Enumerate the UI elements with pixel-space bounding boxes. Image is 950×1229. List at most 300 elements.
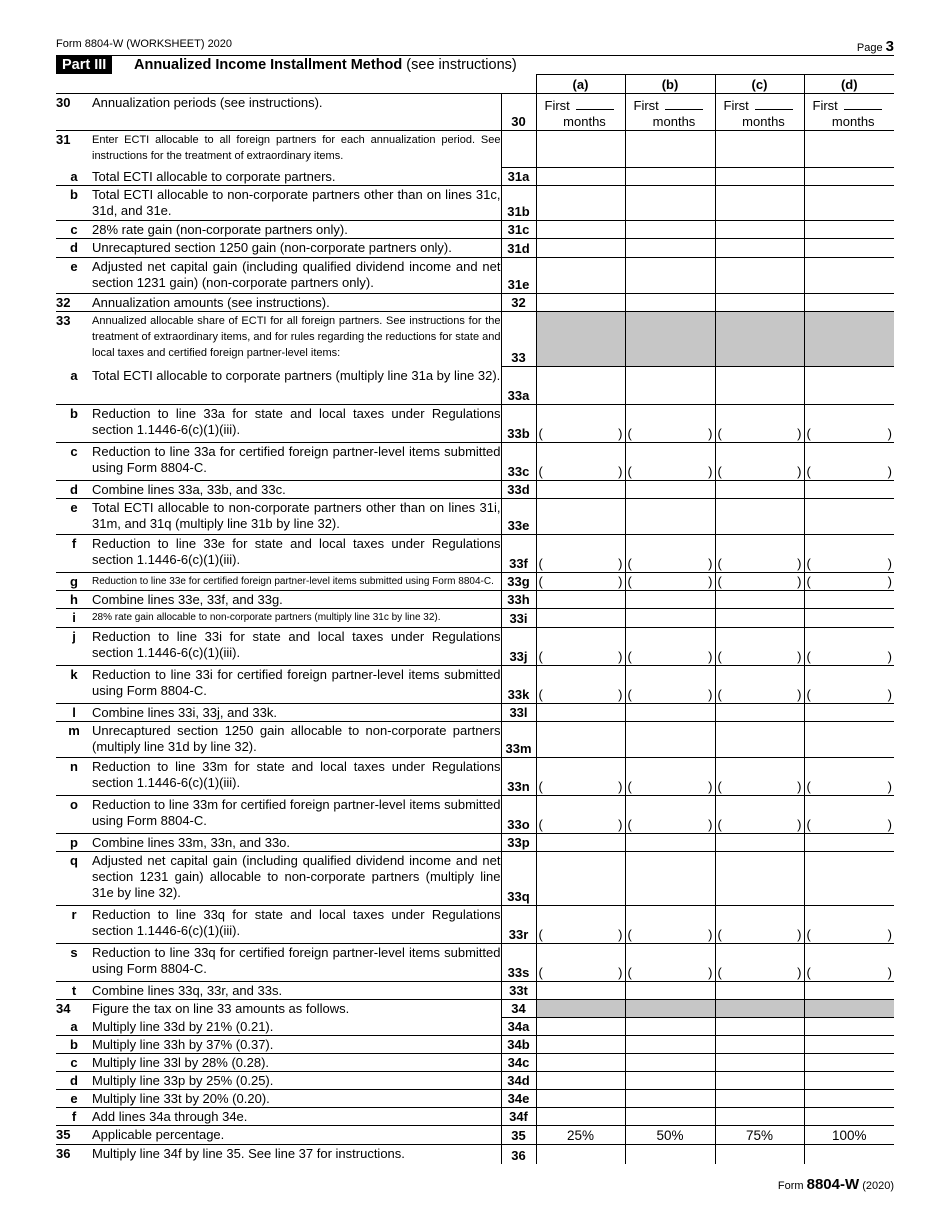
line-31a-col-d[interactable] [804,168,894,186]
line-label [501,131,536,168]
line-36-row [56,1145,894,1164]
open-paren: ( [717,574,722,589]
line-label: 33d [501,481,536,499]
line-34f-col-d[interactable] [804,1108,894,1126]
line-33b-col-c[interactable] [715,405,804,443]
line-33b-col-b[interactable] [625,405,715,443]
open-paren: ( [717,464,722,479]
line-31a-row [56,168,894,186]
line-33d-col-c[interactable] [715,481,804,499]
open-paren: ( [806,779,811,794]
line-33n-col-a[interactable] [536,758,625,796]
line-label: 33 [501,312,536,367]
open-paren: ( [806,817,811,832]
line-description: Reduction to line 33e for state and local taxes under Regulations section 1.1446-6(c)(1)(iii). [92,535,501,573]
line-label: 33k [501,666,536,704]
page-number: Page 3 [856,38,894,55]
line-33o-row [56,796,894,834]
line-30-col-c[interactable] [715,94,804,131]
line-33m-col-b[interactable] [625,722,715,758]
close-paren: ) [708,464,713,479]
line-description: Reduction to line 33e for certified foreign partner-level items submitted using Form 8804-C. [92,573,501,591]
line-31d-row [56,239,894,258]
line-label: 34f [501,1108,536,1126]
line-letter: l [56,704,92,722]
line-label: 32 [501,294,536,312]
line-description: Reduction to line 33a for state and local taxes under Regulations section 1.1446-6(c)(1)(iii). [92,405,501,443]
close-paren: ) [887,426,892,441]
line-34a-col-c[interactable] [715,1018,804,1036]
line-33o-col-c[interactable] [715,796,804,834]
line-33i-col-b[interactable] [625,609,715,628]
line-33p-col-a[interactable] [536,834,625,852]
line-34c-col-b[interactable] [625,1054,715,1072]
line-33m-col-d[interactable] [804,722,894,758]
line-33n-col-c[interactable] [715,758,804,796]
open-paren: ( [627,574,632,589]
line-31c-col-b[interactable] [625,221,715,239]
line-33s-col-b[interactable] [625,944,715,982]
close-paren: ) [797,556,802,571]
line-33a-row [56,367,894,405]
line-33b-row [56,405,894,443]
line-description: Reduction to line 33m for certified foreign partner-level items submitted using Form 8804-C. [92,796,501,834]
line-33a-col-a[interactable] [536,367,625,405]
open-paren: ( [627,426,632,441]
line-33l-col-b[interactable] [625,704,715,722]
close-paren: ) [797,574,802,589]
line-35-col-c: 75% [715,1126,804,1145]
months-input-line[interactable] [665,99,703,110]
line-description: Multiply line 33h by 37% (0.37). [92,1036,501,1054]
line-34-row [56,1000,894,1018]
line-description: Combine lines 33e, 33f, and 33g. [92,591,501,609]
line-31b-col-b[interactable] [625,186,715,221]
line-description: Reduction to line 33q for certified foreign partner-level items submitted using Form 8804-C. [92,944,501,982]
line-33q-col-d[interactable] [804,852,894,906]
line-33r-col-c[interactable] [715,906,804,944]
line-number: 35 [56,1126,92,1145]
line-33g-col-b[interactable] [625,573,715,591]
close-paren: ) [708,556,713,571]
open-paren: ( [717,817,722,832]
line-letter: d [56,481,92,499]
line-33i-col-c[interactable] [715,609,804,628]
close-paren: ) [618,779,623,794]
open-paren: ( [538,649,543,664]
open-paren: ( [627,687,632,702]
close-paren: ) [708,927,713,942]
close-paren: ) [618,649,623,664]
line-33k-col-b[interactable] [625,666,715,704]
page-footer: Form 8804-W (2020) [777,1176,894,1193]
close-paren: ) [618,556,623,571]
close-paren: ) [618,927,623,942]
line-33o-col-d[interactable] [804,796,894,834]
line-description: Add lines 34a through 34e. [92,1108,501,1126]
line-label: 33c [501,443,536,481]
open-paren: ( [806,556,811,571]
line-description: Figure the tax on line 33 amounts as follows. [92,1000,501,1018]
line-31c-col-a[interactable] [536,221,625,239]
line-33j-col-c[interactable] [715,628,804,666]
close-paren: ) [797,687,802,702]
months-label: months [652,114,696,129]
line-label: 31c [501,221,536,239]
line-description: Adjusted net capital gain (including qualified dividend income and net section 1231 gain) allocable to non-corporate partners (multiply line 31e by line 32). [92,852,501,906]
open-paren: ( [538,965,543,980]
line-letter: i [56,609,92,628]
open-paren: ( [717,927,722,942]
page-header [56,38,894,54]
line-33o-col-a[interactable] [536,796,625,834]
line-34d-col-d[interactable] [804,1072,894,1090]
line-34e-row [56,1090,894,1108]
line-33g-col-c[interactable] [715,573,804,591]
line-label: 34 [501,1000,536,1018]
open-paren: ( [627,649,632,664]
line-32-col-c[interactable] [715,294,804,312]
line-label: 34e [501,1090,536,1108]
line-description: Total ECTI allocable to corporate partners. [92,168,336,184]
line-34f-col-a[interactable] [536,1108,625,1126]
line-33r-col-d[interactable] [804,906,894,944]
line-label: 30 [501,94,536,131]
line-33b-col-d[interactable] [804,405,894,443]
line-33-row [56,312,894,367]
close-paren: ) [708,687,713,702]
line-label: 34d [501,1072,536,1090]
line-label: 33q [501,852,536,906]
line-34a-row [56,1018,894,1036]
months-input-line[interactable] [844,99,882,110]
line-34e-col-c[interactable] [715,1090,804,1108]
line-31e-col-b[interactable] [625,258,715,294]
line-32-row [56,294,894,312]
line-label: 31a [501,168,536,186]
line-34-col-c [715,1000,804,1018]
line-33h-col-c[interactable] [715,591,804,609]
line-31d-col-c[interactable] [715,239,804,258]
line-33g-col-d[interactable] [804,573,894,591]
line-33q-col-b[interactable] [625,852,715,906]
line-33c-col-a[interactable] [536,443,625,481]
line-33h-col-a[interactable] [536,591,625,609]
close-paren: ) [887,927,892,942]
line-31c-col-c[interactable] [715,221,804,239]
line-31b-col-a[interactable] [536,186,625,221]
line-34e-col-b[interactable] [625,1090,715,1108]
line-description: Reduction to line 33q for state and local taxes under Regulations section 1.1446-6(c)(1)(iii). [92,906,501,944]
line-34f-row [56,1108,894,1126]
line-33r-col-b[interactable] [625,906,715,944]
line-33t-col-a[interactable] [536,982,625,1000]
line-31a-col-c[interactable] [715,168,804,186]
line-32-col-b[interactable] [625,294,715,312]
line-31b-col-d[interactable] [804,186,894,221]
line-34b-col-d[interactable] [804,1036,894,1054]
line-34f-col-c[interactable] [715,1108,804,1126]
line-33-col-c [715,312,804,367]
line-33d-col-a[interactable] [536,481,625,499]
line-description: Combine lines 33m, 33n, and 33o. [92,834,501,852]
line-label: 33l [501,704,536,722]
line-letter: a [70,1018,78,1034]
line-33j-col-a[interactable] [536,628,625,666]
line-32-col-a[interactable] [536,294,625,312]
line-label: 33g [501,573,536,591]
open-paren: ( [538,927,543,942]
line-33e-col-c[interactable] [715,499,804,535]
line-description: Total ECTI allocable to non-corporate partners other than on lines 31i, 31m, and 31q (multiply line 31b by line 32). [92,499,501,535]
line-letter: e [56,258,92,294]
line-36-col-b[interactable] [625,1145,715,1164]
line-33m-col-c[interactable] [715,722,804,758]
line-34-col-b [625,1000,715,1018]
line-33o-col-b[interactable] [625,796,715,834]
line-33k-col-d[interactable] [804,666,894,704]
line-34d-col-c[interactable] [715,1072,804,1090]
line-34f-col-b[interactable] [625,1108,715,1126]
line-33b-col-a[interactable] [536,405,625,443]
line-33-col-d [804,312,894,367]
line-letter: k [56,666,92,704]
close-paren: ) [708,426,713,441]
line-35-col-b: 50% [625,1126,715,1145]
line-33s-col-a[interactable] [536,944,625,982]
line-description: Reduction to line 33i for certified foreign partner-level items submitted using Form 8804-C. [92,666,501,704]
months-input-line[interactable] [755,99,793,110]
line-33c-col-b[interactable] [625,443,715,481]
line-34c-col-a[interactable] [536,1054,625,1072]
line-33h-col-b[interactable] [625,591,715,609]
line-34b-col-a[interactable] [536,1036,625,1054]
line-32-col-d[interactable] [804,294,894,312]
line-description: Unrecaptured section 1250 gain (non-corporate partners only). [92,239,501,258]
line-label: 33o [501,796,536,834]
open-paren: ( [627,965,632,980]
line-label: 36 [501,1145,536,1164]
months-label: months [563,114,606,129]
line-33a-col-c[interactable] [715,367,804,405]
line-33e-col-a[interactable] [536,499,625,535]
close-paren: ) [887,574,892,589]
line-31e-col-a[interactable] [536,258,625,294]
line-label: 33n [501,758,536,796]
line-34b-col-c[interactable] [715,1036,804,1054]
line-34-col-d [804,1000,894,1018]
line-letter: f [56,535,92,573]
line-33k-col-a[interactable] [536,666,625,704]
line-33n-col-d[interactable] [804,758,894,796]
line-33m-row [56,722,894,758]
line-33f-col-c[interactable] [715,535,804,573]
line-description: Reduction to line 33m for state and local taxes under Regulations section 1.1446-6(c)(1)(iii). [92,758,501,796]
line-31-col-c [715,131,804,168]
line-33s-col-d[interactable] [804,944,894,982]
line-33j-col-d[interactable] [804,628,894,666]
line-31a-col-b[interactable] [625,168,715,186]
open-paren: ( [627,779,632,794]
line-33d-col-b[interactable] [625,481,715,499]
open-paren: ( [538,556,543,571]
line-33l-col-a[interactable] [536,704,625,722]
close-paren: ) [797,779,802,794]
line-33t-col-d[interactable] [804,982,894,1000]
line-31d-col-d[interactable] [804,239,894,258]
line-33f-col-d[interactable] [804,535,894,573]
line-34a-col-d[interactable] [804,1018,894,1036]
open-paren: ( [806,464,811,479]
months-label: months [831,114,875,129]
part-tag: Part III [56,56,112,74]
line-letter: m [56,722,92,758]
line-description: Combine lines 33q, 33r, and 33s. [92,982,501,1000]
close-paren: ) [618,426,623,441]
close-paren: ) [797,927,802,942]
line-34c-col-d[interactable] [804,1054,894,1072]
line-33r-col-a[interactable] [536,906,625,944]
close-paren: ) [708,965,713,980]
line-33t-col-b[interactable] [625,982,715,1000]
line-33s-col-c[interactable] [715,944,804,982]
line-label: 33b [501,405,536,443]
line-letter: g [56,573,92,591]
line-description: 28% rate gain allocable to non-corporate partners (multiply line 31c by line 32). [92,609,501,628]
line-33h-col-d[interactable] [804,591,894,609]
line-33p-col-c[interactable] [715,834,804,852]
form-id: Form 8804-W (WORKSHEET) 2020 [56,38,233,50]
line-31e-col-c[interactable] [715,258,804,294]
line-33d-col-d[interactable] [804,481,894,499]
first-label: First [812,98,838,113]
months-input-line[interactable] [576,99,614,110]
line-31d-col-b[interactable] [625,239,715,258]
line-33q-col-c[interactable] [715,852,804,906]
line-description: Total ECTI allocable to corporate partners (multiply line 31a by line 32). [92,367,501,383]
line-30-col-d[interactable] [804,94,894,131]
line-31b-col-c[interactable] [715,186,804,221]
open-paren: ( [627,464,632,479]
line-33i-col-a[interactable] [536,609,625,628]
line-label: 33f [501,535,536,573]
line-33j-col-b[interactable] [625,628,715,666]
line-35-col-a: 25% [536,1126,625,1145]
close-paren: ) [618,817,623,832]
line-33c-col-c[interactable] [715,443,804,481]
line-33p-col-d[interactable] [804,834,894,852]
line-34c-col-c[interactable] [715,1054,804,1072]
line-letter: a [70,367,78,383]
line-33n-col-b[interactable] [625,758,715,796]
line-33c-col-d[interactable] [804,443,894,481]
line-31a-col-a[interactable] [536,168,625,186]
line-33p-row [56,834,894,852]
close-paren: ) [618,464,623,479]
line-33h-row [56,591,894,609]
line-33r-row [56,906,894,944]
line-33-col-a [536,312,625,367]
line-34c-row [56,1054,894,1072]
line-34a-col-b[interactable] [625,1018,715,1036]
open-paren: ( [806,574,811,589]
line-number: 33 [56,312,92,367]
line-33t-col-c[interactable] [715,982,804,1000]
line-34e-col-d[interactable] [804,1090,894,1108]
line-label: 33s [501,944,536,982]
line-34d-col-a[interactable] [536,1072,625,1090]
line-letter: e [56,499,92,535]
line-34a-col-a[interactable] [536,1018,625,1036]
line-33a-col-b[interactable] [625,367,715,405]
line-33q-col-a[interactable] [536,852,625,906]
line-label: 33j [501,628,536,666]
line-33p-col-b[interactable] [625,834,715,852]
line-number: 32 [56,294,92,312]
line-33j-row [56,628,894,666]
close-paren: ) [797,817,802,832]
line-label: 31b [501,186,536,221]
line-31-col-d [804,131,894,168]
line-letter: q [56,852,92,906]
line-description: Annualization periods (see instructions). [92,94,501,131]
line-letter: b [56,405,92,443]
close-paren: ) [887,817,892,832]
line-33e-col-b[interactable] [625,499,715,535]
line-33g-col-a[interactable] [536,573,625,591]
line-30-col-a[interactable] [536,94,625,131]
open-paren: ( [717,965,722,980]
line-33-col-b [625,312,715,367]
line-33i-col-d[interactable] [804,609,894,628]
line-33k-col-c[interactable] [715,666,804,704]
line-label: 33r [501,906,536,944]
line-33m-col-a[interactable] [536,722,625,758]
line-33f-col-a[interactable] [536,535,625,573]
line-letter: c [56,221,92,239]
line-30-col-b[interactable] [625,94,715,131]
line-33l-col-d[interactable] [804,704,894,722]
line-description: Reduction to line 33a for certified foreign partner-level items submitted using Form 8804-C. [92,443,501,481]
line-33f-col-b[interactable] [625,535,715,573]
line-33l-col-c[interactable] [715,704,804,722]
part-title: Annualized Income Installment Method (see instructions) [134,57,517,73]
line-number: 31 [56,131,92,168]
line-31d-col-a[interactable] [536,239,625,258]
first-label: First [723,98,749,113]
line-31e-col-d[interactable] [804,258,894,294]
line-description: Reduction to line 33i for state and local taxes under Regulations section 1.1446-6(c)(1)(iii). [92,628,501,666]
line-description: Combine lines 33i, 33j, and 33k. [92,704,501,722]
months-label: months [742,114,785,129]
line-36-col-d[interactable] [804,1145,894,1164]
close-paren: ) [708,817,713,832]
line-31c-row [56,221,894,239]
line-label: 34b [501,1036,536,1054]
line-letter: r [56,906,92,944]
line-description: Applicable percentage. [92,1126,501,1145]
line-33a-col-d[interactable] [804,367,894,405]
line-33c-row [56,443,894,481]
line-34b-col-b[interactable] [625,1036,715,1054]
line-31-col-a [536,131,625,168]
line-34d-col-b[interactable] [625,1072,715,1090]
line-34e-col-a[interactable] [536,1090,625,1108]
line-36-col-a[interactable] [536,1145,625,1164]
line-36-col-c[interactable] [715,1145,804,1164]
line-31c-col-d[interactable] [804,221,894,239]
line-33e-col-d[interactable] [804,499,894,535]
